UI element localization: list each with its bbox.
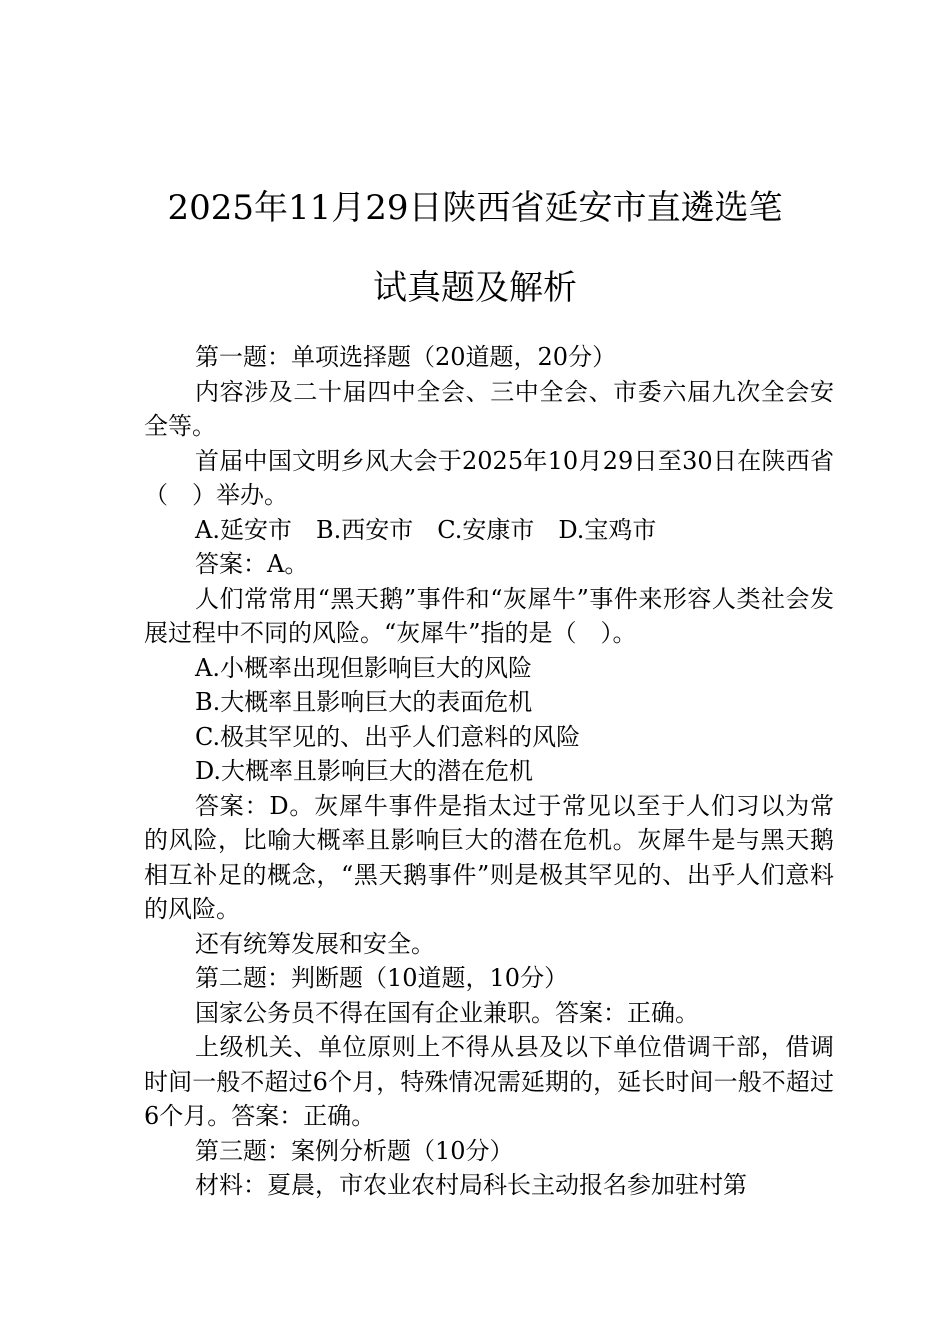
option-a: A.小概率出现但影响巨大的风险 <box>195 653 532 682</box>
answer-explanation: 答案：D。灰犀牛事件是指太过于常见以至于人们习以为常的风险，比喻大概率且影响巨大的潜在危机。灰犀牛是与黑天鹅相互补足的概念，“黑天鹅事件”则是极其罕见的、出乎人们意料的风险。 <box>144 791 834 923</box>
title-line-1: 2025年11月29日陕西省延安市直遴选笔 <box>167 188 783 228</box>
document-title <box>120 168 830 328</box>
option-d: D.大概率且影响巨大的潜在危机 <box>195 757 534 785</box>
option-c: C.极其罕见的、出乎人们意料的风险 <box>195 722 581 751</box>
question: 首届中国文明乡风大会于2025年10月29日至30日在陕西省（ ）举办。 <box>144 446 834 509</box>
paragraph: 内容涉及二十届四中全会、三中全会、市委六届九次全会安全等。 <box>144 377 834 440</box>
answer: 答案：A。 <box>195 550 309 578</box>
question-with-answer: 上级机关、单位原则上不得从县及以下单位借调干部，借调时间一般不超过6个月，特殊情况需延期的，延长时间一般不超过6个月。答案：正确。 <box>144 1033 834 1130</box>
section-heading-single-choice: 第一题：单项选择题（20道题，20分） <box>195 343 617 371</box>
document-body <box>144 340 834 1203</box>
title-line-2: 试真题及解析 <box>373 268 577 308</box>
question-with-answer: 国家公务员不得在国有企业兼职。答案：正确。 <box>195 998 699 1027</box>
option-b: B.大概率且影响巨大的表面危机 <box>195 688 533 716</box>
answer-options: A.延安市 B.西安市 C.安康市 D.宝鸡市 <box>195 515 657 544</box>
question: 人们常常用“黑天鹅”事件和“灰犀牛”事件来形容人类社会发展过程中不同的风险。“灰犀牛”指的是（ ）。 <box>144 584 834 647</box>
paragraph: 还有统筹发展和安全。 <box>195 929 435 958</box>
section-heading-case-analysis: 第三题：案例分析题（10分） <box>195 1136 514 1165</box>
case-material: 材料：夏晨，市农业农村局科长主动报名参加驻村第 <box>195 1171 747 1199</box>
section-heading-true-false: 第二题：判断题（10道题，10分） <box>195 964 569 992</box>
